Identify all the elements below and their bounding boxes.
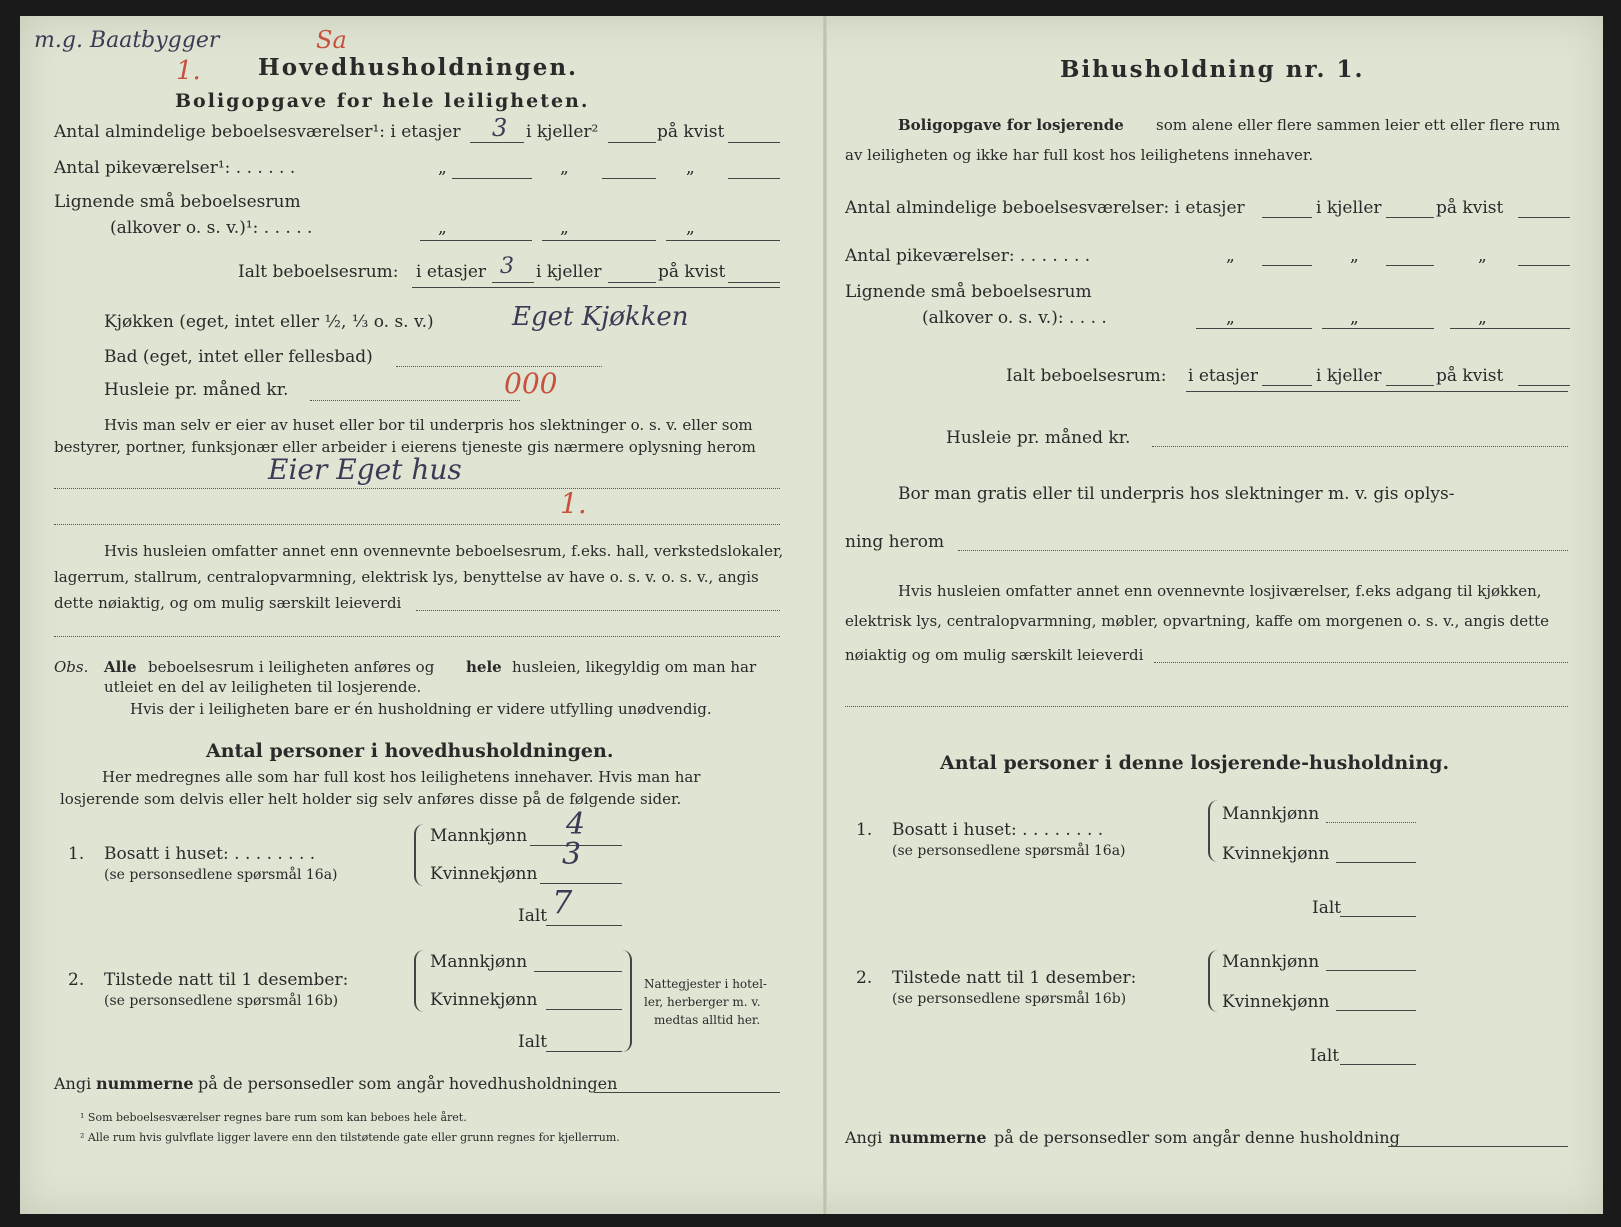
field-line[interactable] — [1386, 265, 1434, 266]
q1-total-label: Ialt — [518, 906, 548, 926]
ditto-mark: „ — [1226, 246, 1235, 266]
field-q2-female[interactable] — [1336, 1010, 1416, 1011]
handwritten-household-number: 1. — [176, 56, 201, 86]
ditto-mark: „ — [1226, 308, 1235, 328]
kitchen-label: Kjøkken (eget, intet eller ½, ⅓ o. s. v.) — [104, 312, 434, 332]
label-kjeller: i kjeller² — [526, 122, 599, 142]
q2-male-label: Mannkjønn — [430, 952, 528, 972]
value-rent: 000 — [504, 367, 558, 400]
field-line-rent[interactable] — [310, 400, 520, 401]
q2-total-label: Ialt — [1310, 1046, 1340, 1066]
field-q2-female[interactable] — [546, 1009, 622, 1010]
ditto-mark: „ — [1478, 246, 1487, 266]
ditto-mark: „ — [686, 218, 695, 238]
label-kvist: på kvist — [1436, 366, 1504, 386]
question-1-sub: (se personsedlene spørsmål 16a) — [104, 867, 338, 883]
row-small-rooms-sublabel: (alkover o. s. v.): . . . . — [922, 308, 1107, 328]
field-q2-male[interactable] — [1326, 970, 1416, 971]
rent-label: Husleie pr. måned kr. — [104, 380, 289, 400]
rent-includes-line2: lagerrum, stallrum, centralopvarmning, elektrisk lys, benyttelse av have o. s. v. o. s. v., angis — [54, 568, 759, 586]
brace — [414, 824, 426, 886]
label-kjeller: i kjeller — [536, 262, 602, 282]
angi-label-b: nummerne — [889, 1128, 987, 1147]
obs-line-2: utleiet en del av leiligheten til losjerende. — [104, 678, 422, 696]
field-q1-male[interactable] — [1326, 822, 1416, 823]
field-q1-total[interactable] — [1340, 916, 1416, 917]
obs-line-3: Hvis der i leiligheten bare er én husholdning er videre utfylling unødvendig. — [130, 700, 712, 718]
field-line-kjeller[interactable] — [608, 142, 656, 143]
label-etasjer: i etasjer — [1188, 366, 1259, 386]
value-owner-red-mark: 1. — [560, 487, 587, 520]
field-line-total-kvist[interactable] — [1518, 385, 1570, 386]
angi-label-a: Angi — [845, 1128, 883, 1147]
obs-label: Obs. — [54, 658, 89, 676]
obs-text-1: beboelsesrum i leiligheten anføres og — [148, 658, 435, 676]
total-rooms-label: Ialt beboelsesrum: — [1006, 366, 1167, 386]
field-line-owner-2[interactable] — [54, 524, 780, 525]
field-line-owner[interactable] — [54, 488, 780, 489]
field-line-rent[interactable] — [1152, 446, 1568, 447]
question-2-sub: (se personsedlene spørsmål 16b) — [892, 991, 1127, 1007]
handwritten-occupation-note: m.g. Baatbygger — [34, 28, 220, 53]
brace-right — [620, 950, 632, 1052]
q2-female-label: Kvinnekjønn — [1222, 992, 1330, 1012]
page-title: Bihusholdning nr. 1. — [1060, 56, 1365, 83]
page-fold — [823, 16, 827, 1214]
field-line-total-kjeller[interactable] — [1386, 385, 1434, 386]
row-maid-rooms-label: Antal pikeværelser¹: . . . . . . — [54, 158, 296, 178]
question-1-number: 1. — [856, 820, 873, 840]
ditto-mark: „ — [560, 158, 569, 178]
brace — [414, 950, 426, 1012]
obs-text-2: husleien, likegyldig om man har — [512, 658, 757, 676]
rent-includes-line1: Hvis husleien omfatter annet enn ovennevnte beboelsesrum, f.eks. hall, verkstedslokaler, — [104, 542, 784, 560]
row-small-rooms-label: Lignende små beboelsesrum — [54, 192, 301, 212]
footnote-2: ² Alle rum hvis gulvflate ligger lavere enn den tilstøtende gate eller grunn regnes for kjellerrum. — [80, 1131, 620, 1144]
field-q1-female[interactable] — [1336, 862, 1416, 863]
value-kitchen: Eget Kjøkken — [512, 302, 689, 332]
field-q2-male[interactable] — [534, 971, 622, 972]
persons-text-line2: losjerende som delvis eller helt holder sig selv anføres disse på de følgende sider. — [60, 790, 682, 808]
handwritten-red-note: Sa — [316, 26, 347, 54]
ditto-mark: „ — [560, 218, 569, 238]
field-line-rent-includes-2[interactable] — [54, 636, 780, 637]
q1-male-label: Mannkjønn — [1222, 804, 1320, 824]
question-1-sub: (se personsedlene spørsmål 16a) — [892, 843, 1126, 859]
value-total-etasjer: 3 — [500, 254, 514, 279]
rent-label: Husleie pr. måned kr. — [946, 428, 1131, 448]
value-etasjer: 3 — [492, 114, 508, 142]
free-housing-text-1: Bor man gratis eller til underpris hos slektninger m. v. gis oplys- — [898, 484, 1455, 504]
q1-total-label: Ialt — [1312, 898, 1342, 918]
bath-label: Bad (eget, intet eller fellesbad) — [104, 347, 373, 367]
night-guests-note-1: Nattegjester i hotel- — [644, 977, 767, 991]
intro-text-1: som alene eller flere sammen leier ett eller flere rum — [1156, 116, 1561, 134]
persons-section-title: Antal personer i denne losjerende-husholdning. — [940, 752, 1450, 774]
field-q1-total[interactable] — [546, 925, 622, 926]
field-line-rent-includes[interactable] — [1154, 662, 1568, 663]
label-kvist: på kvist — [1436, 198, 1504, 218]
field-line[interactable] — [420, 240, 532, 241]
field-line[interactable] — [1196, 328, 1312, 329]
question-1-label: Bosatt i huset: . . . . . . . . — [892, 820, 1104, 840]
question-2-number: 2. — [68, 970, 85, 990]
label-kjeller: i kjeller — [1316, 198, 1382, 218]
field-line[interactable] — [602, 178, 656, 179]
field-line[interactable] — [1322, 328, 1434, 329]
brace — [1208, 800, 1220, 862]
angi-label-c: på de personsedler som angår hovedhusholdningen — [198, 1074, 618, 1093]
question-1-label: Bosatt i huset: . . . . . . . . — [104, 844, 316, 864]
angi-label-b: nummerne — [96, 1074, 194, 1093]
value-q1-total: 7 — [552, 883, 573, 921]
field-angi[interactable] — [594, 1092, 780, 1093]
field-line-free-housing[interactable] — [958, 550, 1568, 551]
q2-total-label: Ialt — [518, 1032, 548, 1052]
field-line[interactable] — [1518, 265, 1570, 266]
label-kvist: på kvist — [657, 122, 725, 142]
brace — [1208, 950, 1220, 1012]
field-line-total-kvist[interactable] — [728, 282, 780, 283]
question-2-sub: (se personsedlene spørsmål 16b) — [104, 993, 339, 1009]
owner-text-line2: bestyrer, portner, funksjonær eller arbeider i eierens tjeneste gis nærmere oplysning herom — [54, 438, 756, 456]
angi-label-c: på de personsedler som angår denne husholdning — [994, 1128, 1400, 1147]
value-q1-male: 4 — [566, 807, 586, 842]
question-2-number: 2. — [856, 968, 873, 988]
obs-bold-alle: Alle — [104, 658, 137, 676]
night-guests-note-3: medtas alltid her. — [654, 1013, 761, 1027]
value-owner: Eier Eget hus — [268, 453, 462, 486]
field-line-etasjer[interactable] — [470, 142, 524, 143]
field-q2-total[interactable] — [546, 1051, 622, 1052]
underline-total — [412, 287, 780, 288]
question-2-label: Tilstede natt til 1 desember: — [892, 968, 1137, 988]
field-angi[interactable] — [1388, 1146, 1568, 1147]
q2-female-label: Kvinnekjønn — [430, 990, 538, 1010]
field-line[interactable] — [1262, 265, 1312, 266]
rent-includes-line3: dette nøiaktig, og om mulig særskilt leieverdi — [54, 594, 402, 612]
free-housing-text-2: ning herom — [845, 532, 945, 552]
field-line[interactable] — [728, 178, 780, 179]
persons-section-title: Antal personer i hovedhusholdningen. — [206, 740, 614, 762]
field-line-kjeller[interactable] — [1386, 217, 1434, 218]
value-q1-female: 3 — [562, 837, 582, 872]
ditto-mark: „ — [686, 158, 695, 178]
ditto-mark: „ — [438, 218, 447, 238]
row-maid-rooms-label: Antal pikeværelser: . . . . . . . — [845, 246, 1091, 266]
row-small-rooms-sublabel: (alkover o. s. v.)¹: . . . . . — [110, 218, 313, 238]
field-line[interactable] — [666, 240, 780, 241]
field-line[interactable] — [542, 240, 656, 241]
page-subtitle: Boligopgave for hele leiligheten. — [175, 90, 590, 112]
label-etasjer: i etasjer — [416, 262, 487, 282]
ditto-mark: „ — [438, 158, 447, 178]
page-title: Hovedhusholdningen. — [258, 54, 579, 81]
question-1-number: 1. — [68, 844, 85, 864]
rent-includes-line3: nøiaktig og om mulig særskilt leieverdi — [845, 646, 1144, 664]
field-line-etasjer[interactable] — [1262, 217, 1312, 218]
q1-female-label: Kvinnekjønn — [430, 864, 538, 884]
field-q2-total[interactable] — [1340, 1064, 1416, 1065]
owner-text-line1: Hvis man selv er eier av huset eller bor til underpris hos slektninger o. s. v. eller som — [104, 416, 753, 434]
persons-text-line1: Her medregnes alle som har full kost hos leilighetens innehaver. Hvis man har — [102, 768, 701, 786]
night-guests-note-2: ler, herberger m. v. — [644, 995, 761, 1009]
obs-bold-hele: hele — [466, 658, 502, 676]
rent-includes-line1: Hvis husleien omfatter annet enn ovennevnte losjiværelser, f.eks adgang til kjøkken, — [898, 582, 1542, 600]
question-2-label: Tilstede natt til 1 desember: — [104, 970, 349, 990]
intro-bold: Boligopgave for losjerende — [898, 116, 1124, 134]
label-kvist: på kvist — [658, 262, 726, 282]
rent-includes-line2: elektrisk lys, centralopvarmning, møbler, opvartning, kaffe om morgenen o. s. v., angis dette — [845, 612, 1550, 630]
ditto-mark: „ — [1478, 308, 1487, 328]
field-line-total-etasjer[interactable] — [492, 282, 534, 283]
field-line-kvist[interactable] — [1518, 217, 1570, 218]
row-ordinary-rooms-label: Antal almindelige beboelsesværelser¹: i etasjer — [54, 122, 461, 142]
footnote-1: ¹ Som beboelsesværelser regnes bare rum som kan beboes hele året. — [80, 1111, 467, 1124]
row-ordinary-rooms-label: Antal almindelige beboelsesværelser: i etasjer — [845, 198, 1245, 218]
label-kjeller: i kjeller — [1316, 366, 1382, 386]
row-small-rooms-label: Lignende små beboelsesrum — [845, 282, 1092, 302]
field-line-bath[interactable] — [396, 366, 602, 367]
field-line-total-kjeller[interactable] — [608, 282, 656, 283]
underline-total — [1186, 391, 1568, 392]
q2-male-label: Mannkjønn — [1222, 952, 1320, 972]
field-line-rent-includes-2[interactable] — [845, 706, 1568, 707]
q1-male-label: Mannkjønn — [430, 826, 528, 846]
q1-female-label: Kvinnekjønn — [1222, 844, 1330, 864]
ditto-mark: „ — [1350, 308, 1359, 328]
field-line-kvist[interactable] — [728, 142, 780, 143]
field-line[interactable] — [1450, 328, 1570, 329]
total-rooms-label: Ialt beboelsesrum: — [238, 262, 399, 282]
ditto-mark: „ — [1350, 246, 1359, 266]
field-line-total-etasjer[interactable] — [1262, 385, 1312, 386]
field-line[interactable] — [452, 178, 532, 179]
angi-label-a: Angi — [54, 1074, 92, 1093]
intro-text-2: av leiligheten og ikke har full kost hos leilighetens innehaver. — [845, 146, 1314, 164]
field-line-rent-includes[interactable] — [416, 610, 780, 611]
